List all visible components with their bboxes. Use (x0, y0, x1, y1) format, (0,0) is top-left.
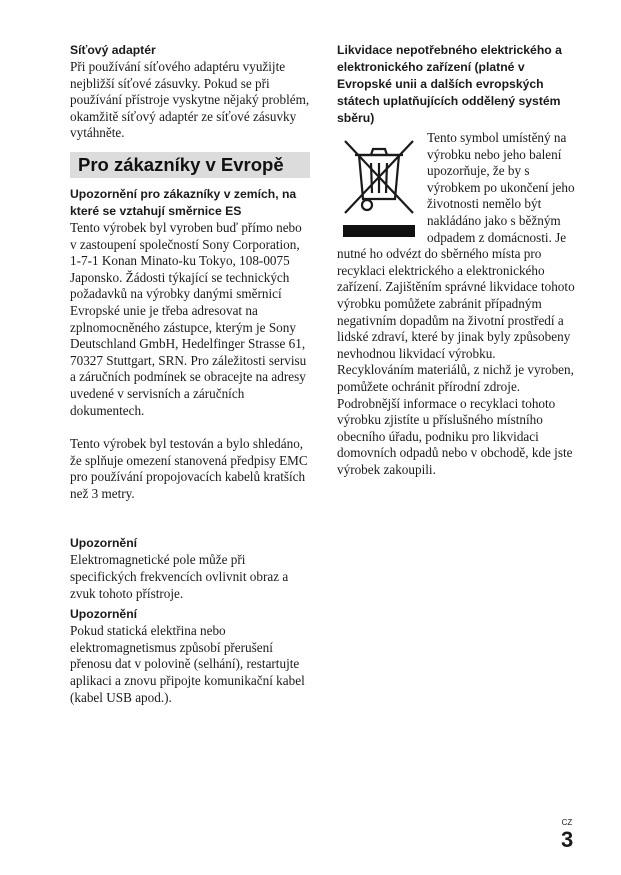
adapter-text: Při používání síťového adaptéru využijte nejbližší síťové zásuvky. Pokud se při používání přístroje vyskytne nějaký problém, okamžitě síťový adaptér ze síťové zásuvky vytáhněte. (70, 59, 310, 141)
page-lang: CZ (561, 818, 573, 827)
warning2-text: Pokud statická elektřina nebo elektromagnetismus způsobí přerušení přenosu dat v polovině (selhání), restartujte aplikaci a znovu připojte komunikační kabel (kabel USB apod.). (70, 623, 305, 705)
eu-heading: Upozornění pro zákazníky v zemích, na které se vztahují směrnice ES (70, 186, 297, 218)
left-column (70, 42, 310, 706)
disposal-block (337, 127, 575, 478)
disposal-text: Tento symbol umístěný na výrobku nebo jeho balení upozorňuje, že by s výrobkem po ukončení jeho životnosti nemělo být nakládáno jako s běžným odpadem z domácnosti. Je nutné ho odvézt do sběrného místa pro recyklaci elektrického a elektronického zařízení. Zajištěním správné likvidace tohoto výrobku pomůžete zabránit případným negativním dopadům na životní prostředí a lidské zdraví, které by jinak byly způsobeny nevhodnou likvidací výrobku. Recyklováním materiálů, z nichž je vyroben, pomůžete ochránit přírodní zdroje. Podrobnější informace o recyklaci tohoto výrobku zjistíte u příslušného místního obecního úřadu, podniku pro likvidaci domovních odpadů nebo v obchodě, kde jste výrobek zakoupili. (337, 130, 575, 477)
crossed-out-wheelie-bin-icon (337, 127, 423, 239)
emc-text: Tento výrobek byl testován a bylo shledáno, že splňuje omezení stanovená předpisy EMC pro používání propojovacích kabelů kratších než 3 metry. (70, 436, 308, 501)
eu-text: Tento výrobek byl vyroben buď přímo nebo v zastoupení společností Sony Corporation, 1-7-1 Konan Minato-ku Tokyo, 108-0075 Japonsko. Žádosti týkající se technických požadavků na výrobky danými směrnicí Evropské unie je třeba adresovat na zplnomocněného zástupce, kterým je Sony Deutschland GmbH, Hedelfinger Strasse 61, 70327 Stuttgart, SRN. Pro záležitosti servisu a záručních podmínek se obracejte na adresy uvedené v servisních a záručních dokumentech. (70, 219, 307, 418)
disposal-heading: Likvidace nepotřebného elektrického a elektronického zařízení (platné v Evropské unii a dalších evropských státech uplatňujících oddělený systém sběru) (337, 43, 562, 125)
warning2-heading: Upozornění (70, 607, 138, 622)
right-column (337, 42, 575, 478)
europe-banner: Pro zákazníky v Evropě (70, 152, 310, 178)
adapter-heading: Síťový adaptér (70, 43, 156, 57)
page-number-value: 3 (561, 827, 574, 852)
warning1-text: Elektromagnetické pole může při specifických frekvencích ovlivnit obraz a zvuk tohoto přístroje. (70, 552, 289, 601)
weee-figure (337, 127, 427, 239)
warning1-heading: Upozornění (70, 536, 138, 551)
page-number (561, 818, 573, 852)
